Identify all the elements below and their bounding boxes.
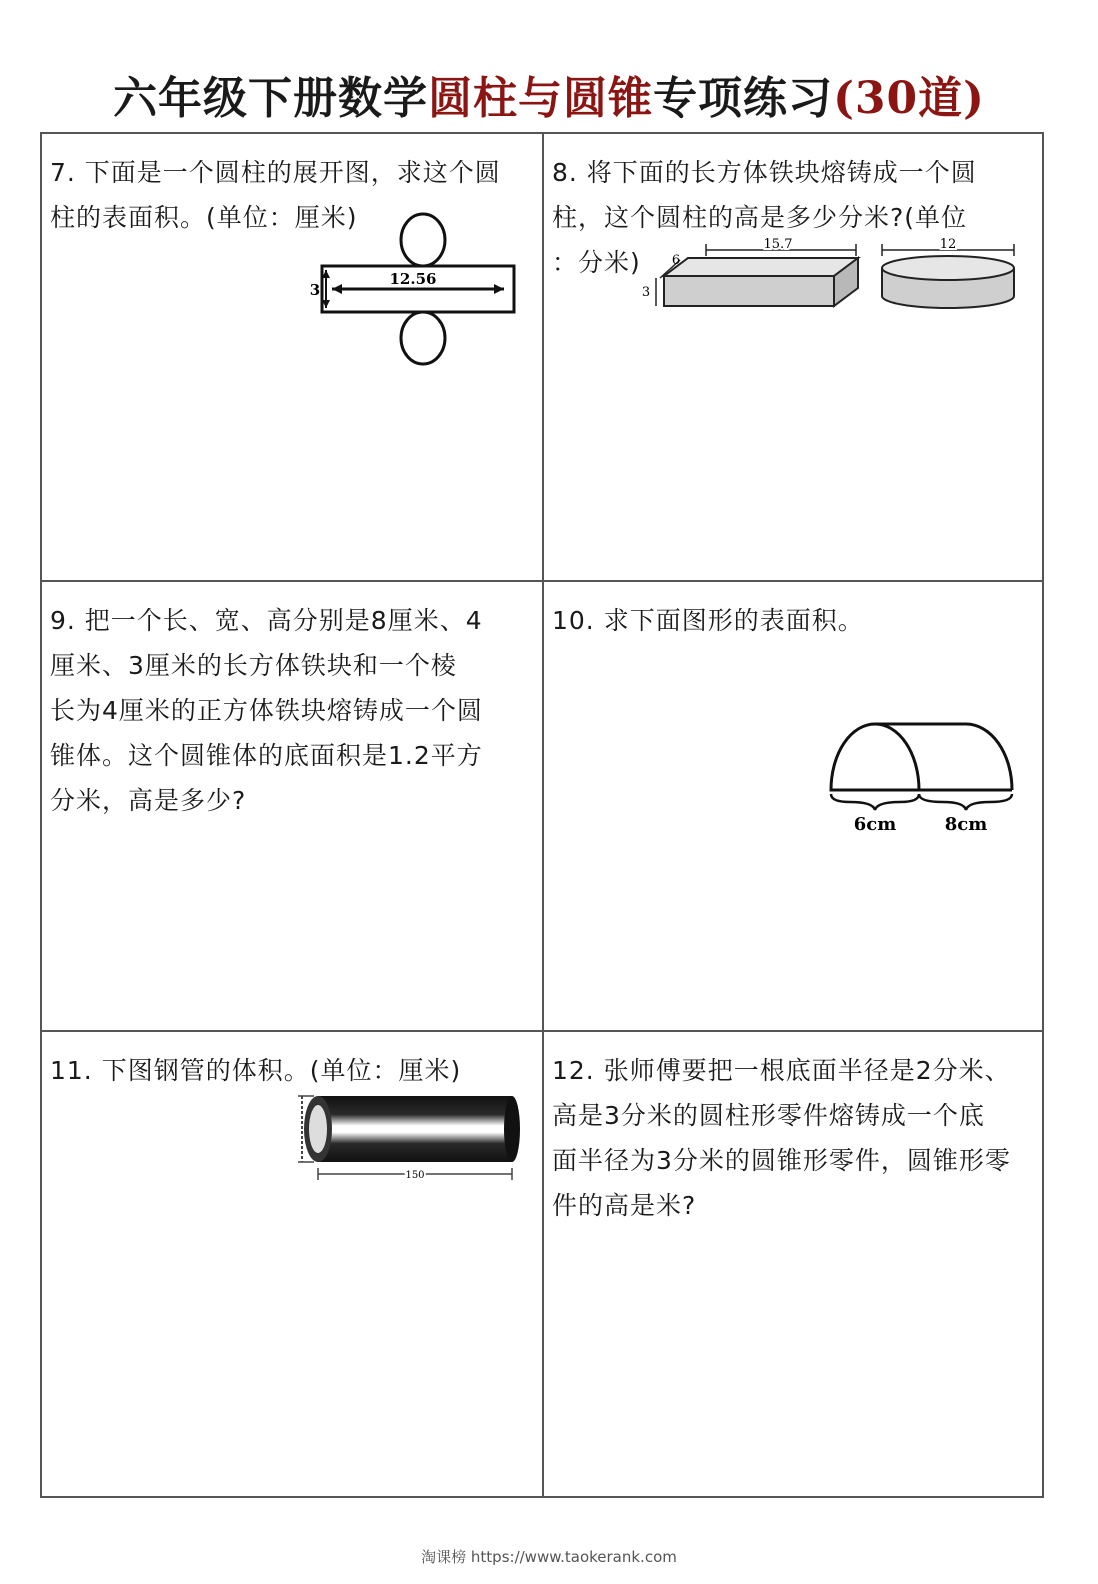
question-line: 8. 将下面的长方体铁块熔铸成一个圆 [552, 158, 977, 187]
title-part-1: 六年级下册数学 [113, 73, 429, 124]
cuboid-height-label: 3 [641, 285, 651, 300]
question-line: 高是3分米的圆柱形零件熔铸成一个底 [552, 1101, 985, 1130]
question-line: 件的高是米? [552, 1191, 697, 1220]
question-line: 12. 张师傅要把一根底面半径是2分米、 [552, 1056, 1011, 1085]
title-part-2: 圆柱与圆锥 [428, 73, 654, 124]
cuboid-and-cylinder-figure [638, 238, 1038, 318]
net-top-circle [401, 214, 445, 266]
cylinder-net-figure [308, 208, 528, 368]
question-line: 11. 下图钢管的体积。(单位：厘米) [50, 1056, 462, 1085]
steel-pipe-figure [294, 1088, 524, 1188]
question-line: 柱的表面积。(单位：厘米) [50, 203, 358, 232]
net-height-label: 3 [309, 281, 321, 299]
question-line: 面半径为3分米的圆锥形零件，圆锥形零 [552, 1146, 1011, 1175]
left-dimension-label: 6cm [853, 814, 897, 835]
question-line: 厘米、3厘米的长方体铁块和一个棱 [50, 651, 457, 680]
question-10 [552, 598, 1038, 643]
question-line: 长为4厘米的正方体铁块熔铸成一个圆 [50, 696, 483, 725]
question-line: 9. 把一个长、宽、高分别是8厘米、4 [50, 606, 483, 635]
cuboid-width-label: 6 [671, 253, 681, 268]
question-line: 10. 求下面图形的表面积。 [552, 606, 864, 635]
half-cylinder-figure [828, 718, 1028, 838]
question-line: 7. 下面是一个圆柱的展开图，求这个圆 [50, 158, 501, 187]
question-12 [552, 1048, 1038, 1228]
page-title [0, 62, 1098, 126]
right-dimension-label: 8cm [944, 814, 988, 835]
question-grid [40, 132, 1044, 1498]
footer-watermark: 淘课榜 https://www.taokerank.com [421, 1548, 677, 1566]
pipe-length-label: 150 [405, 1170, 425, 1181]
title-part-4: (30道) [833, 73, 985, 124]
question-line: 锥体。这个圆锥体的底面积是1.2平方 [50, 741, 483, 770]
question-line: 柱，这个圆柱的高是多少分米?(单位 [552, 203, 968, 232]
grid-divider-vertical [542, 134, 544, 1496]
cylinder-diameter-label: 12 [939, 237, 957, 252]
question-line: 分米，高是多少? [50, 786, 247, 815]
question-9 [50, 598, 536, 823]
net-bottom-circle [401, 312, 445, 364]
net-length-label: 12.56 [389, 270, 437, 288]
grid-divider-horizontal-2 [42, 1030, 1042, 1032]
grid-divider-horizontal-1 [42, 580, 1042, 582]
title-part-3: 专项练习 [653, 73, 834, 124]
cuboid-length-label: 15.7 [763, 237, 793, 252]
question-line: ：分米) [552, 248, 641, 277]
question-11 [50, 1048, 536, 1093]
